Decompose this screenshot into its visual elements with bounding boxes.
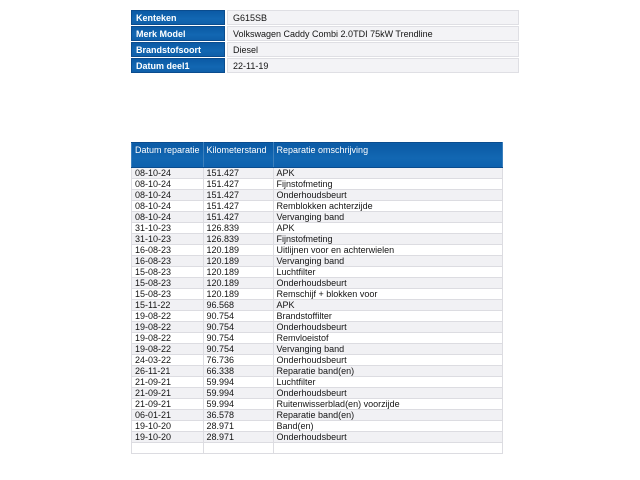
repair-desc-cell: Vervanging band (273, 256, 502, 267)
repair-history-table (131, 142, 503, 454)
repair-date-cell: 19-08-22 (132, 311, 204, 322)
repair-date-cell: 21-09-21 (132, 399, 204, 410)
repair-km-cell: 59.994 (203, 377, 273, 388)
repair-row (132, 190, 503, 201)
repair-km-cell: 59.994 (203, 388, 273, 399)
repair-date-cell: 21-09-21 (132, 388, 204, 399)
repair-row (132, 432, 503, 443)
repair-date-cell: 15-08-23 (132, 278, 204, 289)
repair-row (132, 223, 503, 234)
repair-row (132, 322, 503, 333)
repair-km-cell: 151.427 (203, 168, 273, 179)
repair-row (132, 344, 503, 355)
repair-date-cell: 15-08-23 (132, 289, 204, 300)
repair-desc-cell: Onderhoudsbeurt (273, 355, 502, 366)
repair-desc-cell: Luchtfilter (273, 267, 502, 278)
repair-date-cell: 16-08-23 (132, 245, 204, 256)
repair-km-cell: 120.189 (203, 245, 273, 256)
repair-date-cell: 06-01-21 (132, 410, 204, 421)
repair-desc-cell: Ruitenwisserblad(en) voorzijde (273, 399, 502, 410)
repair-km-cell: 76.736 (203, 355, 273, 366)
repair-row (132, 366, 503, 377)
repair-km-cell: 66.338 (203, 366, 273, 377)
repair-row (132, 399, 503, 410)
repair-desc-cell: APK (273, 223, 502, 234)
repair-date-cell: 08-10-24 (132, 179, 204, 190)
repair-row (132, 421, 503, 432)
repair-km-cell: 151.427 (203, 212, 273, 223)
repair-km-cell: 120.189 (203, 256, 273, 267)
repair-km-cell: 126.839 (203, 234, 273, 245)
repair-desc-cell: Band(en) (273, 421, 502, 432)
repair-date-cell: 19-10-20 (132, 432, 204, 443)
repair-desc-cell: Uitlijnen voor en achterwielen (273, 245, 502, 256)
repair-km-cell: 151.427 (203, 179, 273, 190)
repair-row (132, 289, 503, 300)
repair-km-cell: 151.427 (203, 190, 273, 201)
repair-km-cell: 28.971 (203, 432, 273, 443)
repair-row (132, 256, 503, 267)
repair-km-cell: 151.427 (203, 201, 273, 212)
column-header-desc: Reparatie omschrijving (273, 143, 502, 168)
repair-row (132, 278, 503, 289)
repair-desc-cell: Onderhoudsbeurt (273, 322, 502, 333)
repair-desc-cell (273, 443, 502, 454)
repair-km-cell: 90.754 (203, 333, 273, 344)
repair-desc-cell: APK (273, 300, 502, 311)
repair-row (132, 388, 503, 399)
repair-desc-cell: Fijnstofmeting (273, 234, 502, 245)
repair-km-cell: 126.839 (203, 223, 273, 234)
repair-desc-cell: Onderhoudsbeurt (273, 388, 502, 399)
repair-date-cell: 21-09-21 (132, 377, 204, 388)
repair-row (132, 443, 503, 454)
vehicle-info-row (131, 26, 519, 41)
repair-desc-cell: Luchtfilter (273, 377, 502, 388)
repair-row (132, 377, 503, 388)
repair-desc-cell: Reparatie band(en) (273, 410, 502, 421)
repair-desc-cell: Remblokken achterzijde (273, 201, 502, 212)
vehicle-info-label: Brandstofsoort (131, 42, 225, 57)
column-header-date: Datum reparatie (132, 143, 204, 168)
repair-date-cell: 15-11-22 (132, 300, 204, 311)
repair-km-cell: 90.754 (203, 344, 273, 355)
vehicle-info-body (131, 10, 519, 73)
repair-date-cell: 31-10-23 (132, 234, 204, 245)
repair-km-cell: 59.994 (203, 399, 273, 410)
repair-row (132, 267, 503, 278)
vehicle-info-label: Merk Model (131, 26, 225, 41)
repair-km-cell: 120.189 (203, 289, 273, 300)
repair-desc-cell: Onderhoudsbeurt (273, 190, 502, 201)
repair-desc-cell: Vervanging band (273, 344, 502, 355)
vehicle-info-value: G615SB (227, 10, 519, 25)
repair-desc-cell: Vervanging band (273, 212, 502, 223)
repair-row (132, 179, 503, 190)
repair-date-cell (132, 443, 204, 454)
repair-date-cell: 26-11-21 (132, 366, 204, 377)
repair-history-header-row (132, 143, 503, 168)
repair-date-cell: 19-08-22 (132, 322, 204, 333)
repair-desc-cell: Onderhoudsbeurt (273, 432, 502, 443)
repair-date-cell: 08-10-24 (132, 168, 204, 179)
repair-desc-cell: Onderhoudsbeurt (273, 278, 502, 289)
repair-history-body (132, 168, 503, 454)
vehicle-info-row (131, 10, 519, 25)
repair-row (132, 234, 503, 245)
vehicle-info-value: 22-11-19 (227, 58, 519, 73)
repair-row (132, 311, 503, 322)
repair-desc-cell: Remschijf + blokken voor (273, 289, 502, 300)
repair-row (132, 410, 503, 421)
repair-row (132, 212, 503, 223)
vehicle-info-label: Datum deel1 (131, 58, 225, 73)
repair-km-cell: 90.754 (203, 311, 273, 322)
repair-date-cell: 24-03-22 (132, 355, 204, 366)
repair-desc-cell: Brandstoffilter (273, 311, 502, 322)
repair-date-cell: 19-08-22 (132, 344, 204, 355)
vehicle-info-row (131, 42, 519, 57)
repair-row (132, 355, 503, 366)
repair-desc-cell: Remvloeistof (273, 333, 502, 344)
vehicle-info-row (131, 58, 519, 73)
repair-km-cell: 96.568 (203, 300, 273, 311)
repair-desc-cell: Fijnstofmeting (273, 179, 502, 190)
vehicle-info-table (129, 9, 521, 74)
vehicle-info-value: Diesel (227, 42, 519, 57)
column-header-km: Kilometerstand (203, 143, 273, 168)
repair-date-cell: 15-08-23 (132, 267, 204, 278)
repair-km-cell: 120.189 (203, 278, 273, 289)
repair-km-cell: 36.578 (203, 410, 273, 421)
vehicle-info-label: Kenteken (131, 10, 225, 25)
repair-km-cell: 90.754 (203, 322, 273, 333)
repair-row (132, 201, 503, 212)
repair-km-cell: 28.971 (203, 421, 273, 432)
repair-date-cell: 08-10-24 (132, 201, 204, 212)
repair-date-cell: 08-10-24 (132, 212, 204, 223)
vehicle-info-value: Volkswagen Caddy Combi 2.0TDI 75kW Trendline (227, 26, 519, 41)
repair-row (132, 245, 503, 256)
repair-row (132, 168, 503, 179)
repair-row (132, 300, 503, 311)
repair-desc-cell: APK (273, 168, 502, 179)
repair-date-cell: 19-08-22 (132, 333, 204, 344)
repair-km-cell: 120.189 (203, 267, 273, 278)
repair-desc-cell: Reparatie band(en) (273, 366, 502, 377)
repair-date-cell: 31-10-23 (132, 223, 204, 234)
repair-date-cell: 16-08-23 (132, 256, 204, 267)
repair-date-cell: 08-10-24 (132, 190, 204, 201)
repair-row (132, 333, 503, 344)
repair-km-cell (203, 443, 273, 454)
repair-date-cell: 19-10-20 (132, 421, 204, 432)
